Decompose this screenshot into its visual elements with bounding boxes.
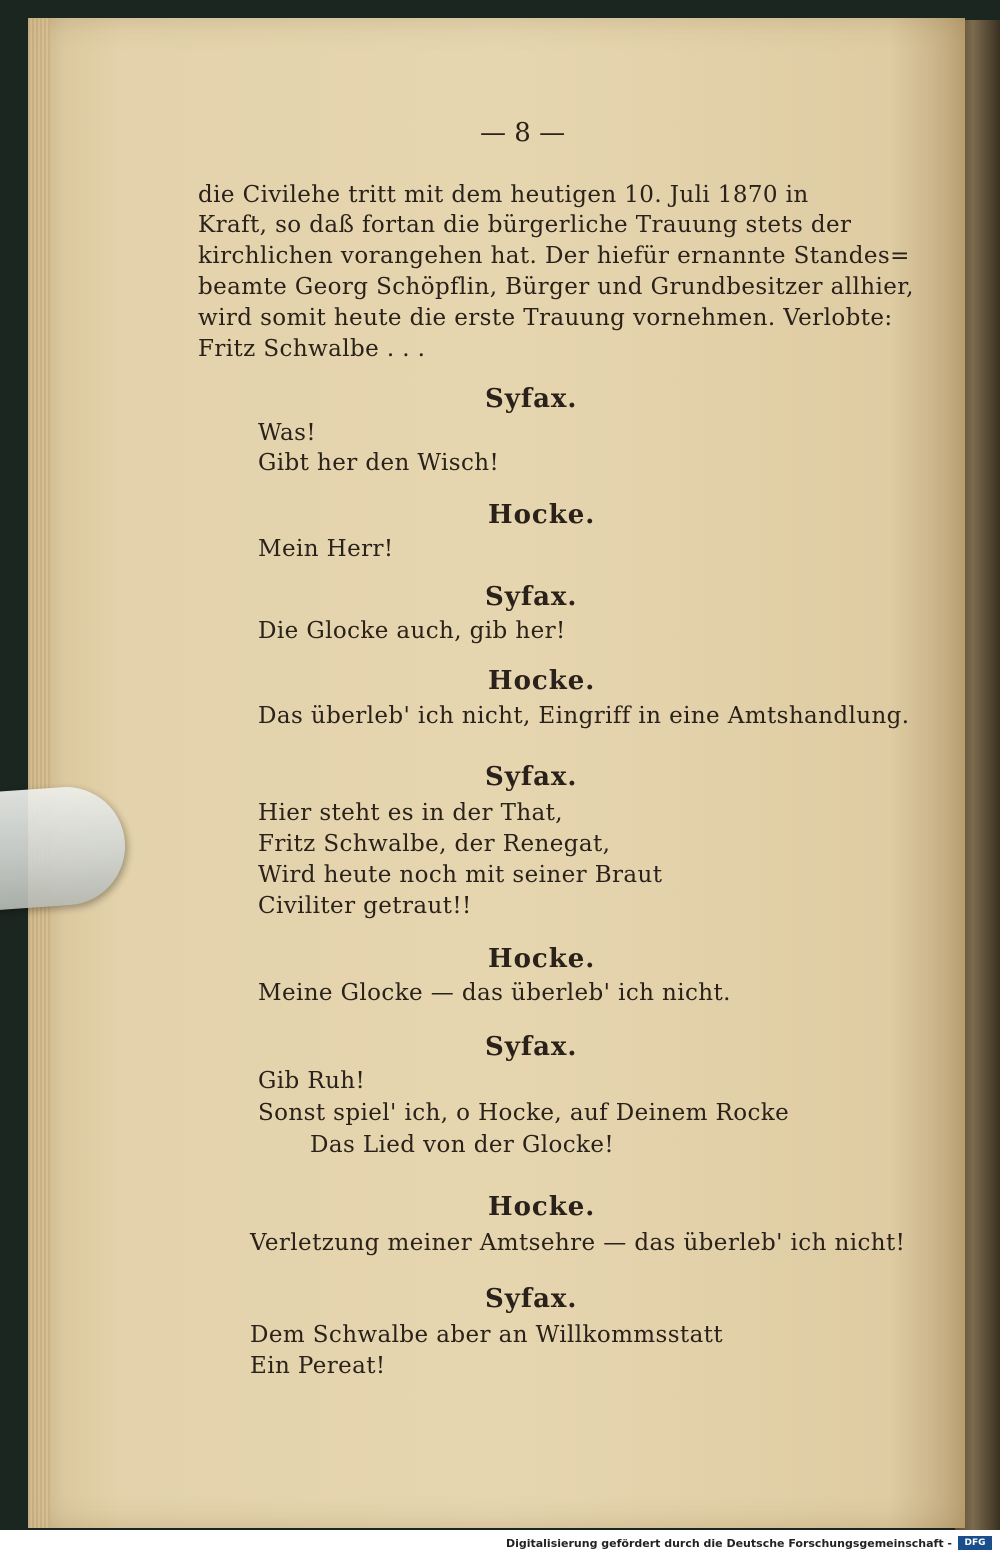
speaker-name: Hocke. (488, 944, 596, 974)
dfg-logo: DFG (958, 1536, 992, 1550)
paragraph-line: Kraft, so daß fortan die bürgerliche Trauung stets der (198, 212, 852, 238)
speaker-name: Syfax. (485, 582, 578, 612)
speaker-name: Syfax. (485, 384, 578, 414)
dialogue-line: Wird heute noch mit seiner Braut (258, 862, 663, 888)
page-edge-stack (28, 18, 50, 1528)
speaker-name: Hocke. (488, 666, 596, 696)
dialogue-line: Hier steht es in der That, (258, 800, 564, 826)
speaker-name: Hocke. (488, 1192, 596, 1222)
dialogue-line: Fritz Schwalbe, der Renegat, (258, 831, 611, 857)
page-number: — 8 — (480, 118, 566, 148)
dialogue-line: Das überleb' ich nicht, Eingriff in eine Amtshandlung. (258, 703, 910, 729)
dialogue-line: Civiliter getraut!! (258, 893, 472, 919)
dialogue-line: Die Glocke auch, gib her! (258, 618, 566, 644)
dialogue-line: Gib Ruh! (258, 1068, 366, 1094)
dialogue-line: Das Lied von der Glocke! (310, 1132, 614, 1158)
speaker-name: Syfax. (485, 762, 578, 792)
dialogue-line: Dem Schwalbe aber an Willkommsstatt (250, 1322, 723, 1348)
paragraph-line: wird somit heute die erste Trauung vornehmen. Verlobte: (198, 305, 893, 331)
paragraph-line: Fritz Schwalbe . . . (198, 336, 426, 362)
dialogue-line: Sonst spiel' ich, o Hocke, auf Deinem Rocke (258, 1100, 790, 1126)
paragraph-line: beamte Georg Schöpflin, Bürger und Grundbesitzer allhier, (198, 274, 914, 300)
paragraph-line: die Civilehe tritt mit dem heutigen 10. Juli 1870 in (198, 182, 809, 208)
speaker-name: Syfax. (485, 1032, 578, 1062)
footer-credit: Digitalisierung gefördert durch die Deutsche Forschungsgemeinschaft - (505, 1537, 952, 1550)
paragraph-line: kirchlichen vorangehen hat. Der hiefür ernannte Standes= (198, 243, 910, 269)
dialogue-line: Verletzung meiner Amtsehre — das überleb' ich nicht! (250, 1230, 906, 1256)
dialogue-line: Ein Pereat! (250, 1353, 386, 1379)
speaker-name: Syfax. (485, 1284, 578, 1314)
dialogue-line: Mein Herr! (258, 536, 394, 562)
dialogue-line: Was! (258, 420, 316, 446)
speaker-name: Hocke. (488, 500, 596, 530)
dialogue-line: Meine Glocke — das überleb' ich nicht. (258, 980, 731, 1006)
dialogue-line: Gibt her den Wisch! (258, 450, 500, 476)
